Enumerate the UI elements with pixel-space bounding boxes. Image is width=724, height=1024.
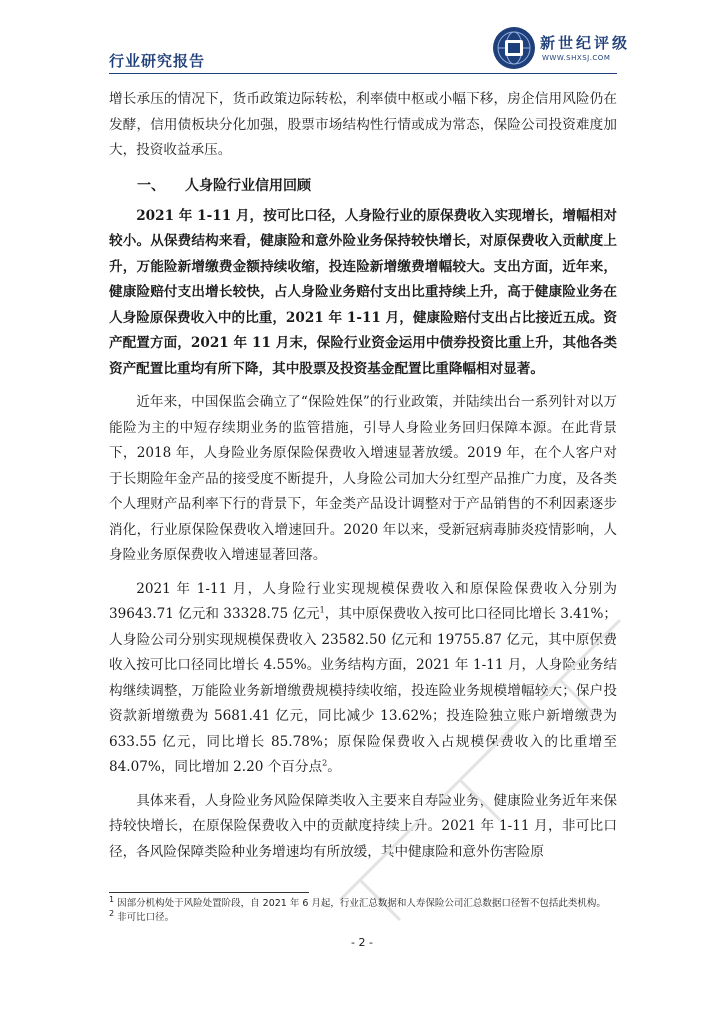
company-logo [492, 26, 631, 70]
logo-url: WWW.SHXSJ.COM [542, 54, 611, 62]
footnote-ref-1[interactable]: 1 [319, 605, 325, 615]
footnote-1-text: 因部分机构处于风险处置阶段，自 2021 年 6 月起，行业汇总数据和人寿保险公司汇总数据口径暂不包括此类机构。 [117, 898, 606, 909]
footnote-1 [109, 894, 617, 911]
main-content [109, 87, 617, 865]
page-number: - 2 - [351, 936, 373, 949]
footnote-2-text: 非可比口径。 [117, 912, 175, 923]
footnotes [109, 892, 617, 925]
footnote-2-mark: 2 [109, 908, 115, 918]
header-divider [109, 73, 617, 74]
logo-globe-icon [492, 26, 536, 70]
paragraph-premium-part-c: 。 [327, 759, 341, 775]
paragraph-intro: 增长承压的情况下，货币政策边际转松，利率债中枢或小幅下移，房企信用风险仍在发酵，信用债板块分化加强，股票市场结构性行情或成为常态，保险公司投资难度加大，投资收益承压。 [109, 91, 617, 158]
paragraph-premium-part-a: 2021 年 1-11 月，人身险行业实现规模保费收入和原保险保费收入分别为 39643.71 亿元和 33328.75 亿元 [109, 580, 617, 622]
paragraph-premium-income [109, 577, 617, 781]
page-header [0, 0, 724, 80]
section-heading [137, 174, 617, 198]
footnote-ref-2[interactable]: 2 [322, 758, 328, 768]
section-number: 一、 [137, 177, 165, 194]
paragraph-background: 近年来，中国保监会确立了“保险姓保”的行业政策，并陆续出台一系列针对以万能险为主的中短存续期业务的监管措施，引导人身险业务回归保障本源。在此背景下，2018 年，人身险业务原保险保费收入增速显著放缓。2019 年，在个人客户对于长期险年金产品的接受度不断提升，人身险公司加大分红型产品推广力度，及各类个人理财产品利率下行的背景下，年金类产品设计调整对于产品销售的不利因素逐步消化，行业原保险保费收入增速回升。2020 年以来，受新冠病毒肺炎疫情影响，人身险业务原保费收入增速显著回落。 [109, 394, 617, 563]
paragraph-risk-protection: 具体来看，人身险业务风险保障类收入主要来自寿险业务，健康险业务近年来保持较快增长，在原保险保费收入中的贡献度持续上升。2021 年 1-11 月，非可比口径，各风险保障类险种业务增速均有所放缓，其中健康险和意外伤害险原 [109, 792, 617, 860]
footnote-divider [109, 892, 309, 893]
header-title: 行业研究报告 [109, 52, 206, 70]
footnote-1-mark: 1 [109, 894, 115, 904]
paragraph-summary: 2021 年 1-11 月，按可比口径，人身险行业的原保费收入实现增长，增幅相对较小。从保费结构来看，健康险和意外险业务保持较快增长，对原保费收入贡献度上升，万能险新增缴费金额持续收缩，投连险新增缴费增幅较大。支出方面，近年来，健康险赔付支出增长较快，占人身险业务赔付支出比重持续上升，高于健康险业务在人身险原保费收入中的比重，2021 年 1-11 月，健康险赔付支出占比接近五成。资产配置方面，2021 年 11 月末，保险行业资金运用中债券投资比重上升，其他各类资产配置比重均有所下降，其中股票及投资基金配置比重降幅相对显著。 [109, 207, 617, 377]
logo-name: 新世纪评级 [540, 34, 631, 52]
section-title: 人身险行业信用回顾 [185, 177, 311, 194]
paragraph-premium-part-b: ，其中原保费收入按可比口径同比增长 3.41%；人身险公司分别实现规模保费收入 23582.50 亿元和 19755.87 亿元，其中原保费收入按可比口径同比增长 4.55%。业务结构方面，2021 年 1-11 月，人身险业务结构继续调整，万能险业务新增缴费规模持续收缩，投连险业务规模增幅较大；保户投资款新增缴费为 5681.41 亿元，同比减少 13.62%；投连险独立账户新增缴费为 633.55 亿元，同比增长 85.78%；原保险保费收入占规模保费收入的比重增至 84.07%，同比增加 2.20 个百分点 [109, 606, 617, 775]
footnote-2 [109, 908, 617, 925]
